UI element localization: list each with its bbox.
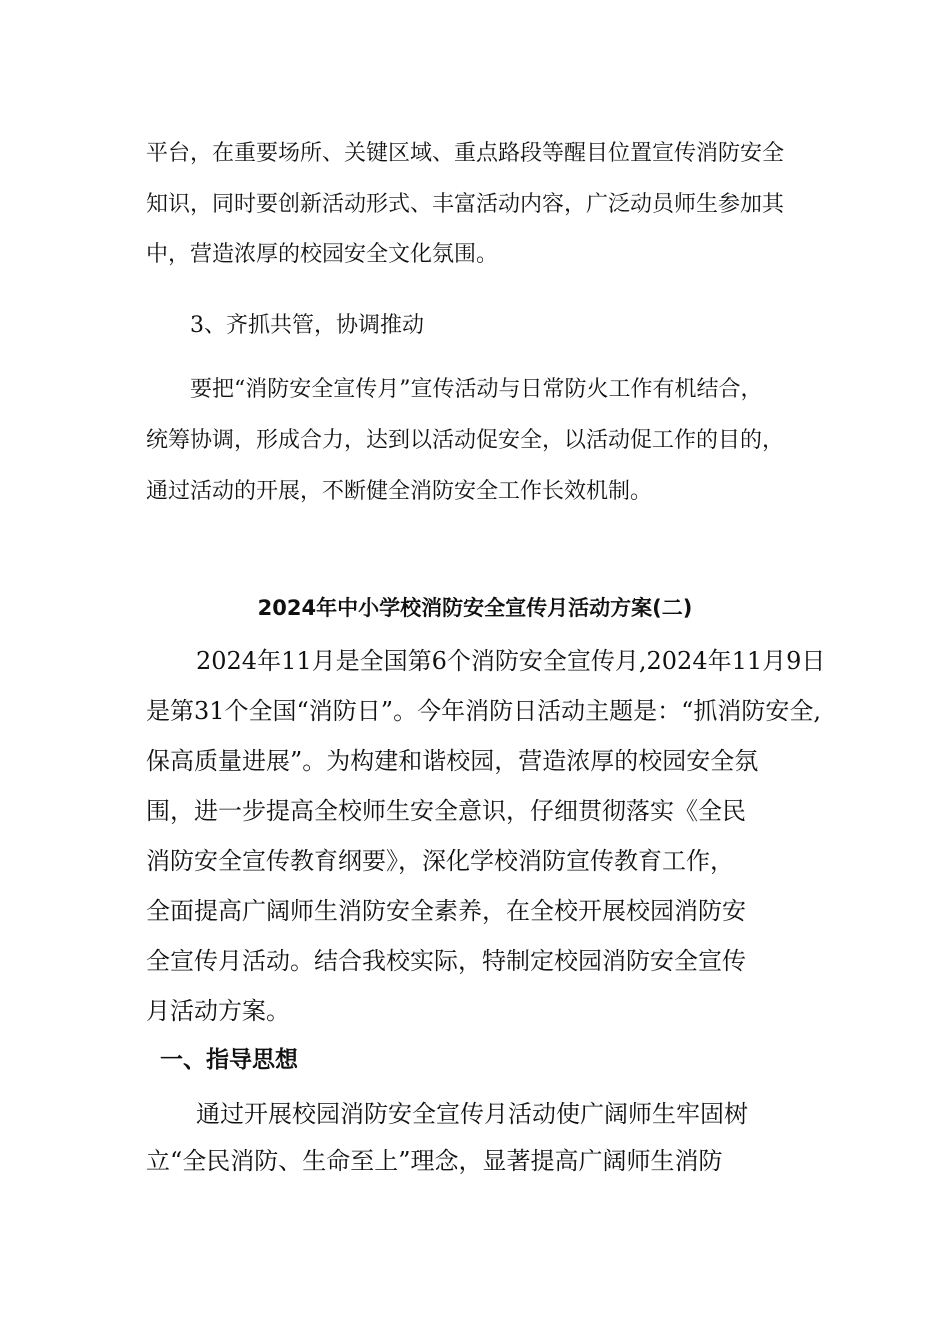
paragraph-line: 中，营造浓厚的校园安全文化氛围。 (146, 242, 499, 267)
paragraph-line: 围，进一步提高全校师生安全意识，仔细贯彻落实《全民 (146, 797, 746, 825)
paragraph-line: 全面提高广阔师生消防安全素养，在全校开展校园消防安 (146, 897, 746, 925)
paragraph-line: 通过开展校园消防安全宣传月活动使广阔师生牢固树 (196, 1100, 748, 1128)
paragraph-line: 平台，在重要场所、关键区域、重点路段等醒目位置宣传消防安全 (146, 141, 785, 166)
paragraph-line: 立“全民消防、生命至上”理念，显著提高广阔师生消防 (146, 1147, 723, 1175)
document-title: 2024年中小学校消防安全宣传月活动方案(二) (257, 596, 693, 620)
subsection-heading: 3、齐抓共管，协调推动 (190, 313, 424, 338)
paragraph-line: 2024年11月是全国第6个消防安全宣传月,2024年11月9日 (196, 647, 826, 675)
paragraph-line: 知识，同时要创新活动形式、丰富活动内容，广泛动员师生参加其 (146, 192, 785, 217)
paragraph-line: 要把“消防安全宣传月”宣传活动与日常防火工作有机结合， (190, 377, 763, 402)
paragraph-line: 保高质量进展”。为构建和谐校园，营造浓厚的校园安全氛 (146, 747, 759, 775)
section-heading: 一、指导思想 (160, 1047, 298, 1073)
paragraph-line: 通过活动的开展，不断健全消防安全工作长效机制。 (146, 479, 653, 504)
paragraph-line: 月活动方案。 (146, 997, 290, 1025)
paragraph-line: 全宣传月活动。结合我校实际，特制定校园消防安全宣传 (146, 947, 746, 975)
paragraph-line: 统筹协调，形成合力，达到以活动促安全，以活动促工作的目的， (146, 428, 785, 453)
paragraph-line: 消防安全宣传教育纲要》，深化学校消防宣传教育工作， (146, 847, 734, 875)
paragraph-line: 是第31个全国“消防日”。今年消防日活动主题是：“抓消防安全, (146, 697, 821, 725)
